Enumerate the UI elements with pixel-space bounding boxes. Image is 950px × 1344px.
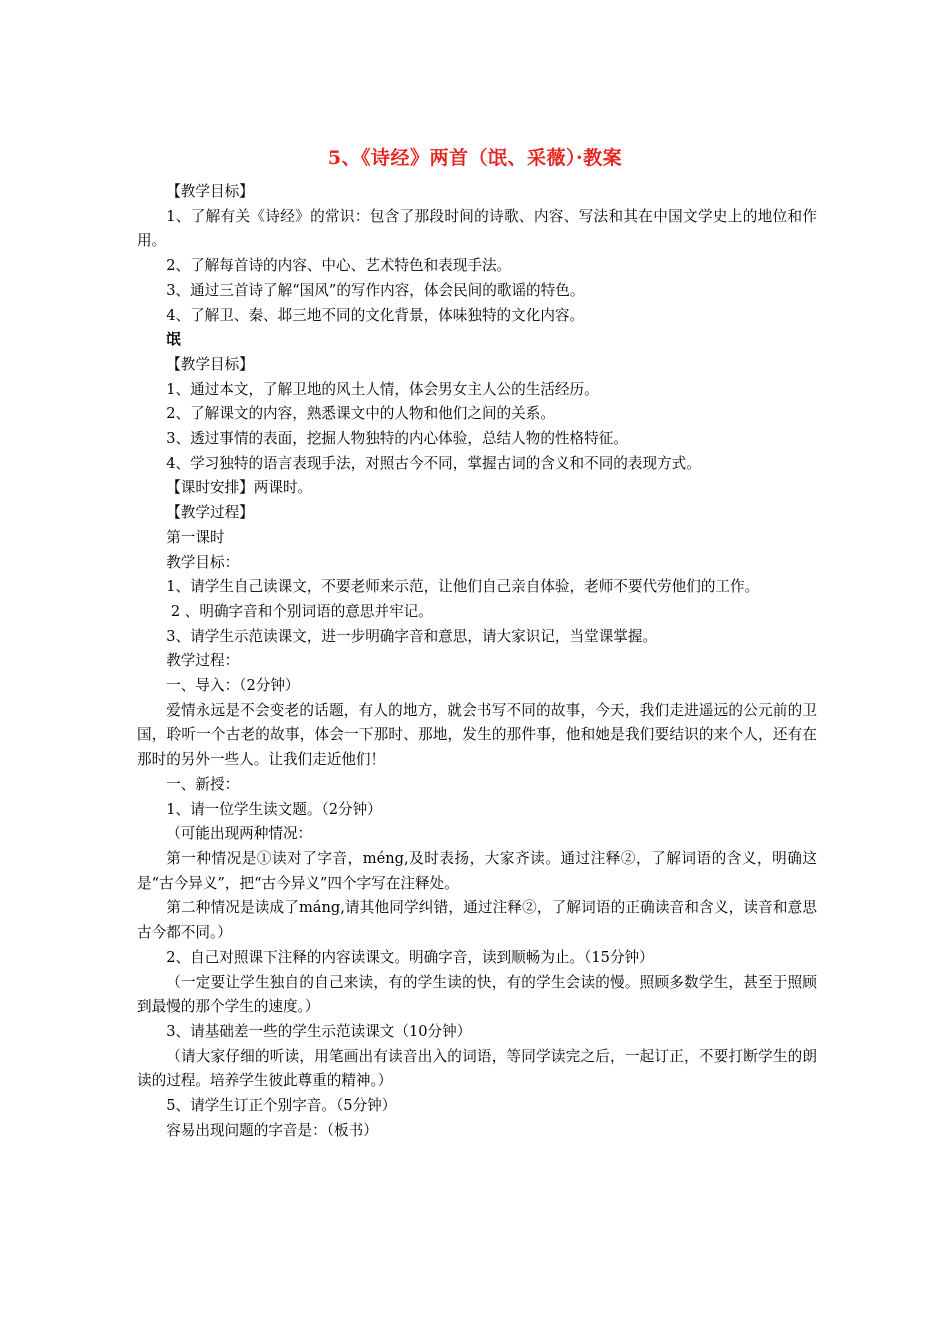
paragraph: 1、了解有关《诗经》的常识：包含了那段时间的诗歌、内容、写法和其在中国文学史上的地位和作用。: [137, 207, 817, 250]
paragraph: 1、通过本文，了解卫地的风土人情，体会男女主人公的生活经历。: [166, 380, 599, 398]
paragraph: 2 、明确字音和个别词语的意思并牢记。: [166, 602, 433, 620]
paragraph: 教学过程：: [166, 652, 240, 670]
document-body: [137, 180, 817, 1143]
section-heading: 【教学目标】: [166, 183, 254, 200]
paragraph: 3、透过事情的表面，挖掘人物独特的内心体验，总结人物的性格特征。: [166, 430, 628, 448]
paragraph: （可能出现两种情况：: [166, 825, 313, 843]
paragraph: 一、导入：（2分钟）: [166, 677, 300, 695]
paragraph: 2、了解每首诗的内容、中心、艺术特色和表现手法。: [166, 257, 512, 275]
paragraph: 4、了解卫、秦、邶三地不同的文化背景，体味独特的文化内容。: [166, 306, 585, 324]
section-heading: 【教学过程】: [166, 504, 254, 522]
paragraph: 第二种情况是读成了máng,请其他同学纠错，通过注释②，了解词语的正确读音和含义，读音和意思古今都不同。）: [137, 899, 817, 942]
paragraph: 1、请学生自己读课文，不要老师来示范，让他们自己亲自体验，老师不要代劳他们的工作。: [166, 578, 760, 596]
section-heading: 【课时安排】两课时。: [166, 479, 313, 497]
paragraph: 3、通过三首诗了解“国风”的写作内容，体会民间的歌谣的特色。: [166, 281, 585, 299]
section-heading: 【教学目标】: [166, 355, 254, 373]
paragraph: 第一课时: [166, 528, 225, 546]
paragraph: 4、学习独特的语言表现手法，对照古今不同，掌握古词的含义和不同的表现方式。: [166, 454, 701, 472]
paragraph: 一、新授：: [166, 775, 240, 793]
paragraph: 3、请学生示范读课文，进一步明确字音和意思，请大家识记，当堂课掌握。: [166, 627, 658, 645]
paragraph: 2、自己对照课下注释的内容读课文。明确字音，读到顺畅为止。（15分钟）: [166, 948, 654, 966]
paragraph: 5、请学生订正个别字音。（5分钟）: [166, 1097, 397, 1115]
paragraph: 3、请基础差一些的学生示范读课文（10分钟）: [166, 1022, 472, 1040]
poem-heading: 氓: [166, 331, 181, 349]
paragraph: 第一种情况是①读对了字音，méng,及时表扬，大家齐读。通过注释②，了解词语的含义，明确这是“古今异义”，把“古今异义”四个字写在注释处。: [137, 849, 817, 892]
paragraph: 2、了解课文的内容，熟悉课文中的人物和他们之间的关系。: [166, 405, 555, 423]
paragraph: 爱情永远是不会变老的话题，有人的地方，就会书写不同的故事，今天，我们走进遥远的公元前的卫国，聆听一个古老的故事，体会一下那时、那地，发生的那件事，他和她是我们要结识的来个人，还有在那时的另外一些人。让我们走近他们！: [137, 701, 817, 769]
document-title: 5、《诗经》两首（氓、采薇）·教案: [327, 147, 623, 169]
paragraph: 容易出现问题的字音是：（板书）: [166, 1121, 378, 1139]
paragraph: 教学目标：: [166, 553, 240, 571]
paragraph: （请大家仔细的听读，用笔画出有读音出入的词语，等同学读完之后，一起订正，不要打断学生的朗读的过程。培养学生彼此尊重的精神。）: [137, 1047, 817, 1090]
paragraph: （一定要让学生独自的自己来读，有的学生读的快，有的学生会读的慢。照顾多数学生，甚至于照顾到最慢的那个学生的速度。）: [137, 973, 817, 1016]
paragraph: 1、请一位学生读文题。（2分钟）: [166, 800, 382, 818]
